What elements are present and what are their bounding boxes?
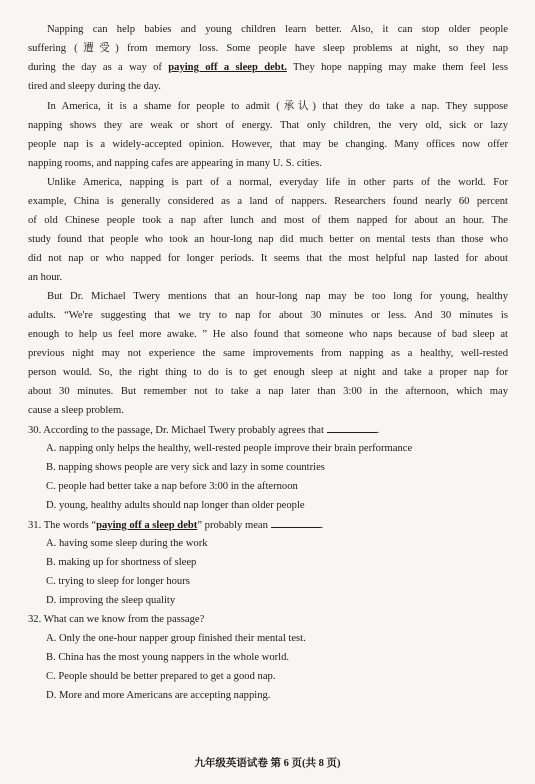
answer-option: C. people had better take a nap before 3:00 in the afternoon (46, 481, 298, 492)
question-text: 30. According to the passage, Dr. Michael Twery probably agrees that (28, 425, 324, 436)
passage-line: of old Chinese people took a nap after lunch and most of them napped for about an hour. The (28, 215, 508, 226)
question-text: 31. The words “ (28, 520, 97, 531)
text-segment: They hope napping may make them feel less (293, 62, 508, 73)
question-end: . (376, 425, 380, 436)
answer-option: B. China has the most young nappers in the whole world. (46, 652, 290, 663)
passage-line: example, China is generally considered as a land of nappers. Researchers found nearly 60 percent (28, 196, 508, 207)
passage-line: did not nap or who napped for longer periods. It seems that the most helpful nap lasted for about (28, 253, 508, 264)
passage-line: study found that people who took an hour-long nap did much better on mental tests than those who (28, 234, 508, 245)
passage-line: enough to help us feel more awake. ” He also found that someone who naps because of bad sleep at (28, 329, 508, 340)
answer-blank (271, 518, 321, 528)
passage-line: an hour. (28, 272, 63, 283)
passage-line: people nap is a widely-accepted opinion. However, that may be changing. Many offices now offer (28, 139, 508, 150)
passage-line: adults. “We're suggesting that we try to nap for about 30 minutes or less. And 30 minutes is (28, 310, 508, 321)
page-footer: 九年级英语试卷 第 6 页(共 8 页) (194, 758, 341, 769)
question-stem (28, 518, 508, 533)
answer-option: C. People should be better prepared to get a good nap. (46, 671, 276, 682)
answer-option: B. napping shows people are very sick and lazy in some countries (46, 462, 325, 473)
answer-option: D. More and more Americans are accepting napping. (46, 690, 271, 701)
passage-line: person would. So, the right thing to do is to get enough sleep at night and take a proper nap for (28, 367, 508, 378)
passage-line: Napping can help babies and young children learn better. Also, it can stop older people (47, 24, 508, 35)
passage-line: But Dr. Michael Twery mentions that an hour-long nap may be too long for young, healthy (47, 291, 508, 302)
answer-option: A. having some sleep during the work (46, 538, 208, 549)
passage-line: Unlike America, napping is part of a normal, everyday life in other parts of the world. For (47, 177, 508, 188)
question-end: . (320, 520, 324, 531)
answer-option: C. trying to sleep for longer hours (46, 576, 190, 587)
answer-option: A. napping only helps the healthy, well-rested people improve their brain performance (46, 443, 413, 454)
underlined-phrase: paying off a sleep debt (96, 520, 198, 531)
answer-blank (327, 423, 377, 433)
passage-line (28, 61, 508, 75)
passage-line: about 30 minutes. But remember not to take a nap later than 3:00 in the afternoon, which may (28, 386, 508, 397)
answer-option: D. young, healthy adults should nap longer than older people (46, 500, 305, 511)
passage-line: cause a sleep problem. (28, 405, 124, 416)
passage-line: In America, it is a shame for people to admit (承认) that they do take a nap. They suppose (47, 101, 508, 112)
answer-option: D. improving the sleep quality (46, 595, 176, 606)
passage-line: napping rooms, and napping cafes are appearing in many U. S. cities. (28, 158, 322, 169)
passage-line: suffering (遭受) from memory loss. Some people have sleep problems at night, so they nap (28, 43, 508, 54)
question-text: ” probably mean (197, 520, 268, 531)
passage-line: napping shows they are weak or short of energy. That only children, the very old, sick or lazy (28, 120, 508, 131)
passage-line: previous night may not experience the same improvements from napping as a healthy, well-rested (28, 348, 508, 359)
underlined-phrase: paying off a sleep debt. (168, 62, 287, 73)
text-segment: during the day as a way of (28, 62, 162, 73)
answer-option: B. making up for shortness of sleep (46, 557, 197, 568)
passage-line: tired and sleepy during the day. (28, 81, 161, 92)
question-stem: 32. What can we know from the passage? (28, 614, 205, 625)
question-stem (28, 423, 508, 438)
answer-option: A. Only the one-hour napper group finished their mental test. (46, 633, 306, 644)
